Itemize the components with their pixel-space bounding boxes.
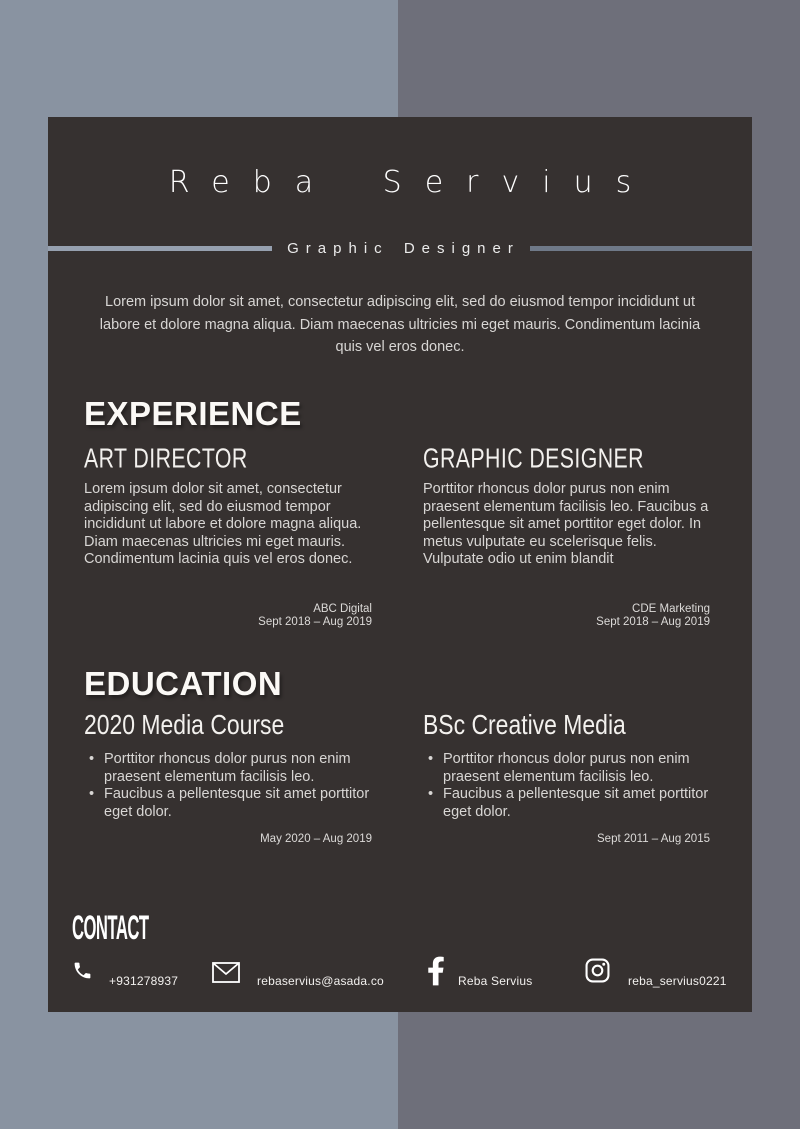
employment-dates: Sept 2018 – Aug 2019	[596, 616, 710, 628]
education-entry-bsc-creative-media	[423, 708, 710, 821]
experience-heading: EXPERIENCE	[84, 395, 302, 432]
role-description: Porttitor rhoncus dolor purus non enim praesent elementum facilisis leo. Faucibus a pellentesque sit amet porttitor eget dolor. In metus vulputate eu scelerisque felis. Vulputate odio ut enim blandit	[423, 481, 709, 567]
phone-icon	[72, 958, 93, 983]
study-dates: Sept 2011 – Aug 2015	[597, 833, 710, 845]
program-title: BSc Creative Media	[423, 709, 626, 741]
role-title: GRAPHIC DESIGNER	[423, 442, 644, 474]
role-description: Lorem ipsum dolor sit amet, consectetur adipiscing elit, sed do eiusmod tempor incididunt ut labore et dolore magna aliqua. Diam maecenas ultricies mi eget mauris. Condimentum lacinia quis vel eros donec.	[84, 481, 362, 567]
study-dates: May 2020 – Aug 2019	[260, 833, 372, 845]
program-bullets	[84, 751, 372, 821]
education-heading: EDUCATION	[84, 665, 283, 702]
email-address: rebaservius@asada.co	[257, 974, 384, 988]
program-bullets	[423, 751, 710, 821]
contact-row	[48, 955, 752, 1005]
instagram-icon	[585, 958, 610, 983]
company-name: ABC Digital	[313, 603, 372, 615]
experience-entry-art-director	[84, 443, 372, 569]
education-entry-media-course	[84, 708, 372, 821]
role-title: ART DIRECTOR	[84, 442, 248, 474]
experience-meta-right	[423, 603, 710, 629]
experience-meta-left	[84, 603, 372, 629]
facebook-handle: Reba Servius	[458, 974, 533, 988]
resume-card	[48, 117, 752, 1012]
education-dates-left	[84, 833, 372, 846]
facebook-icon	[427, 956, 445, 986]
phone-number: +931278937	[109, 974, 179, 988]
bullet-item: • Porttitor rhoncus dolor purus non enim praesent elementum facilisis leo.	[423, 751, 710, 786]
experience-entry-graphic-designer	[423, 443, 710, 569]
bullet-item: • Faucibus a pellentesque sit amet porttitor eget dolor.	[423, 786, 710, 821]
intro-paragraph: Lorem ipsum dolor sit amet, consectetur adipiscing elit, sed do eiusmod tempor incididunt ut labore et dolore magna aliqua. Diam maecenas ultricies mi eget mauris. Condimentum lacinia quis vel eros donec.	[99, 294, 701, 355]
education-dates-right	[423, 833, 710, 846]
email-icon	[212, 962, 240, 983]
bullet-item: • Porttitor rhoncus dolor purus non enim praesent elementum facilisis leo.	[84, 751, 372, 786]
company-name: CDE Marketing	[632, 603, 710, 615]
person-name: Reba Servius	[168, 165, 655, 200]
contact-heading: CONTACT	[72, 907, 149, 947]
job-title: Graphic Designer	[287, 240, 520, 257]
employment-dates: Sept 2018 – Aug 2019	[258, 616, 372, 628]
bullet-item: • Faucibus a pellentesque sit amet porttitor eget dolor.	[84, 786, 372, 821]
instagram-handle: reba_servius0221	[628, 974, 727, 988]
program-title: 2020 Media Course	[84, 709, 285, 741]
